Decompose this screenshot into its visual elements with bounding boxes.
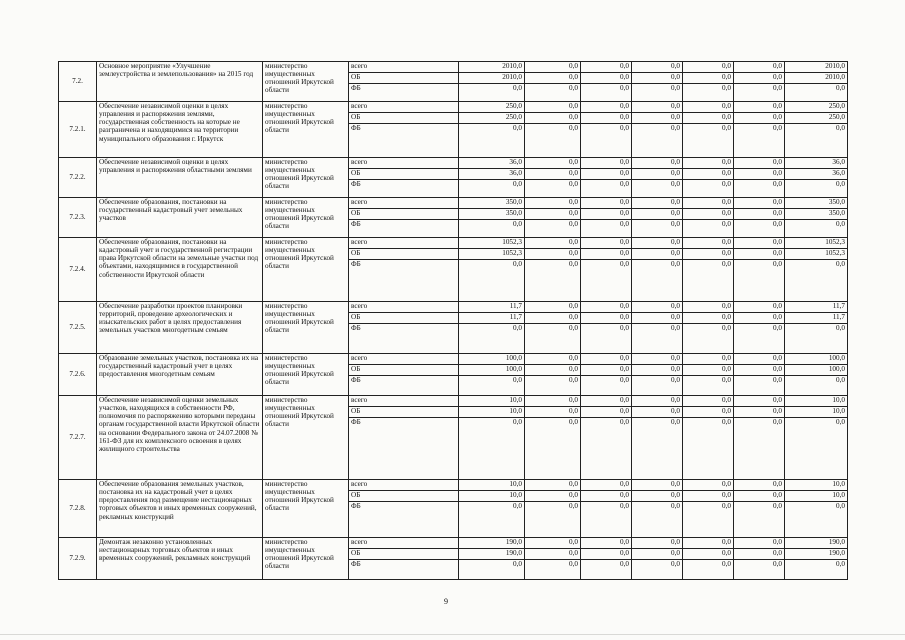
amount-cell: 0,0 [632, 560, 683, 580]
amount-cell: 0,0 [581, 418, 632, 480]
amount-cell: 0,0 [581, 313, 632, 324]
funding-source: всего [349, 396, 459, 407]
amount-cell: 0,0 [734, 158, 785, 169]
amount-cell: 0,0 [683, 302, 734, 313]
amount-cell: 0,0 [734, 376, 785, 396]
amount-cell: 0,0 [632, 84, 683, 102]
funding-source: ОБ [349, 249, 459, 260]
amount-cell: 0,0 [525, 209, 581, 220]
amount-cell: 0,0 [734, 238, 785, 249]
amount-cell: 0,0 [525, 407, 581, 418]
funding-source: ОБ [349, 365, 459, 376]
amount-cell: 36,0 [459, 158, 525, 169]
amount-cell: 0,0 [632, 124, 683, 158]
activity-number: 7.2.8. [59, 480, 97, 538]
table-row [59, 198, 848, 209]
amount-cell: 0,0 [683, 407, 734, 418]
amount-cell: 10,0 [459, 396, 525, 407]
amount-cell: 350,0 [459, 209, 525, 220]
amount-cell: 0,0 [632, 220, 683, 238]
amount-cell: 11,7 [785, 302, 848, 313]
amount-cell: 0,0 [785, 260, 848, 302]
amount-cell: 36,0 [785, 158, 848, 169]
amount-cell: 0,0 [785, 376, 848, 396]
amount-cell: 11,7 [459, 313, 525, 324]
amount-cell: 0,0 [683, 84, 734, 102]
amount-cell: 0,0 [632, 249, 683, 260]
amount-cell: 0,0 [632, 313, 683, 324]
activity-name: Обеспечение независимой оценки в целях управления и распоряжения областными землями [97, 158, 263, 198]
funding-source: ФБ [349, 502, 459, 538]
amount-cell: 0,0 [632, 549, 683, 560]
amount-cell: 0,0 [525, 113, 581, 124]
amount-cell: 0,0 [581, 209, 632, 220]
amount-cell: 0,0 [734, 180, 785, 198]
amount-cell: 0,0 [785, 324, 848, 354]
amount-cell: 0,0 [683, 220, 734, 238]
amount-cell: 0,0 [581, 260, 632, 302]
amount-cell: 0,0 [683, 238, 734, 249]
amount-cell: 0,0 [525, 313, 581, 324]
amount-cell: 190,0 [785, 538, 848, 549]
amount-cell: 0,0 [734, 418, 785, 480]
funding-source: ФБ [349, 560, 459, 580]
amount-cell: 10,0 [459, 480, 525, 491]
amount-cell: 0,0 [525, 538, 581, 549]
amount-cell: 1052,3 [785, 238, 848, 249]
amount-cell: 0,0 [785, 418, 848, 480]
amount-cell: 0,0 [581, 354, 632, 365]
funding-source: ФБ [349, 418, 459, 480]
amount-cell: 0,0 [581, 220, 632, 238]
amount-cell: 0,0 [734, 260, 785, 302]
amount-cell: 0,0 [683, 158, 734, 169]
amount-cell: 0,0 [734, 480, 785, 491]
funding-source: всего [349, 158, 459, 169]
amount-cell: 0,0 [734, 113, 785, 124]
funding-source: всего [349, 62, 459, 73]
amount-cell: 0,0 [581, 365, 632, 376]
funding-source: всего [349, 480, 459, 491]
funding-source: ФБ [349, 180, 459, 198]
amount-cell: 0,0 [525, 480, 581, 491]
amount-cell: 0,0 [581, 502, 632, 538]
amount-cell: 0,0 [683, 124, 734, 158]
activity-name: Демонтаж незаконно установленных нестационарных торговых объектов и иных временных сооружений, рекламных конструкций [97, 538, 263, 580]
amount-cell: 0,0 [459, 324, 525, 354]
amount-cell: 0,0 [734, 549, 785, 560]
amount-cell: 0,0 [581, 538, 632, 549]
amount-cell: 0,0 [734, 198, 785, 209]
amount-cell: 100,0 [459, 354, 525, 365]
amount-cell: 0,0 [525, 396, 581, 407]
activity-name: Обеспечение образования, постановки на кадастровый учет и государственной регистрации права Иркутской области на земельные участки под объектами, находящимися в государственной собственности Иркутской области [97, 238, 263, 302]
amount-cell: 0,0 [683, 376, 734, 396]
amount-cell: 0,0 [525, 418, 581, 480]
amount-cell: 0,0 [734, 407, 785, 418]
amount-cell: 0,0 [683, 365, 734, 376]
amount-cell: 0,0 [734, 209, 785, 220]
amount-cell: 0,0 [581, 169, 632, 180]
activity-number: 7.2.3. [59, 198, 97, 238]
amount-cell: 250,0 [459, 102, 525, 113]
activity-number: 7.2.9. [59, 538, 97, 580]
amount-cell: 2010,0 [459, 62, 525, 73]
amount-cell: 0,0 [525, 302, 581, 313]
amount-cell: 0,0 [683, 418, 734, 480]
amount-cell: 11,7 [785, 313, 848, 324]
amount-cell: 0,0 [683, 560, 734, 580]
amount-cell: 0,0 [459, 220, 525, 238]
table-row [59, 396, 848, 407]
funding-source: всего [349, 538, 459, 549]
amount-cell: 0,0 [632, 209, 683, 220]
amount-cell: 0,0 [632, 260, 683, 302]
funding-source: ФБ [349, 124, 459, 158]
amount-cell: 0,0 [525, 124, 581, 158]
amount-cell: 0,0 [581, 480, 632, 491]
funding-source: ОБ [349, 169, 459, 180]
amount-cell: 0,0 [734, 302, 785, 313]
funding-source: ФБ [349, 324, 459, 354]
amount-cell: 2010,0 [785, 73, 848, 84]
amount-cell: 10,0 [785, 480, 848, 491]
amount-cell: 0,0 [683, 249, 734, 260]
amount-cell: 0,0 [581, 238, 632, 249]
amount-cell: 0,0 [581, 113, 632, 124]
funding-source: ОБ [349, 113, 459, 124]
amount-cell: 2010,0 [459, 73, 525, 84]
amount-cell: 0,0 [683, 180, 734, 198]
page-number: 9 [444, 597, 448, 606]
amount-cell: 0,0 [581, 158, 632, 169]
amount-cell: 0,0 [581, 84, 632, 102]
amount-cell: 190,0 [785, 549, 848, 560]
funding-source: всего [349, 102, 459, 113]
funding-source: ФБ [349, 84, 459, 102]
amount-cell: 10,0 [785, 407, 848, 418]
amount-cell: 250,0 [785, 113, 848, 124]
amount-cell: 0,0 [734, 249, 785, 260]
amount-cell: 0,0 [632, 480, 683, 491]
funding-source: ОБ [349, 209, 459, 220]
amount-cell: 0,0 [683, 62, 734, 73]
amount-cell: 0,0 [734, 169, 785, 180]
amount-cell: 0,0 [785, 220, 848, 238]
amount-cell: 0,0 [683, 396, 734, 407]
activity-name: Обеспечение образования, постановки на государственный кадастровый учет земельных участков [97, 198, 263, 238]
amount-cell: 0,0 [734, 73, 785, 84]
amount-cell: 0,0 [632, 169, 683, 180]
amount-cell: 0,0 [683, 169, 734, 180]
funding-source: ФБ [349, 376, 459, 396]
amount-cell: 0,0 [581, 324, 632, 354]
amount-cell: 0,0 [734, 538, 785, 549]
amount-cell: 0,0 [632, 180, 683, 198]
amount-cell: 0,0 [683, 491, 734, 502]
table-row [59, 62, 848, 73]
amount-cell: 10,0 [459, 407, 525, 418]
amount-cell: 350,0 [459, 198, 525, 209]
activity-number: 7.2.7. [59, 396, 97, 480]
amount-cell: 36,0 [785, 169, 848, 180]
amount-cell: 350,0 [785, 198, 848, 209]
amount-cell: 0,0 [683, 260, 734, 302]
amount-cell: 100,0 [785, 354, 848, 365]
amount-cell: 0,0 [734, 324, 785, 354]
amount-cell: 0,0 [459, 502, 525, 538]
activity-name: Основное мероприятие «Улучшение землеустройства и землепользования» на 2015 год [97, 62, 263, 102]
amount-cell: 0,0 [632, 102, 683, 113]
amount-cell: 0,0 [683, 313, 734, 324]
amount-cell: 11,7 [459, 302, 525, 313]
activity-number: 7.2.4. [59, 238, 97, 302]
executor: министерство имущественных отношений Иркутской области [263, 158, 349, 198]
amount-cell: 2010,0 [785, 62, 848, 73]
amount-cell: 0,0 [459, 180, 525, 198]
amount-cell: 0,0 [525, 169, 581, 180]
amount-cell: 250,0 [459, 113, 525, 124]
amount-cell: 0,0 [734, 84, 785, 102]
amount-cell: 0,0 [734, 62, 785, 73]
amount-cell: 0,0 [525, 84, 581, 102]
activity-name: Обеспечение образования земельных участков, постановка их на кадастровый учет в целях предоставления под размещение нестационарных торговых объектов и иных временных сооружений, рекламных конструкций [97, 480, 263, 538]
table-row [59, 158, 848, 169]
amount-cell: 0,0 [525, 180, 581, 198]
amount-cell: 0,0 [581, 407, 632, 418]
amount-cell: 0,0 [734, 396, 785, 407]
amount-cell: 350,0 [785, 209, 848, 220]
activity-name: Образование земельных участков, постановка их на государственный кадастровый учет в целях предоставления многодетным семьям [97, 354, 263, 396]
amount-cell: 10,0 [459, 491, 525, 502]
amount-cell: 0,0 [525, 102, 581, 113]
amount-cell: 0,0 [785, 84, 848, 102]
amount-cell: 0,0 [525, 249, 581, 260]
amount-cell: 0,0 [581, 73, 632, 84]
amount-cell: 0,0 [734, 220, 785, 238]
amount-cell: 0,0 [525, 560, 581, 580]
table-row [59, 238, 848, 249]
amount-cell: 0,0 [632, 538, 683, 549]
amount-cell: 0,0 [683, 480, 734, 491]
amount-cell: 0,0 [683, 113, 734, 124]
funding-source: всего [349, 238, 459, 249]
executor: министерство имущественных отношений Иркутской области [263, 480, 349, 538]
amount-cell: 0,0 [581, 102, 632, 113]
amount-cell: 1052,3 [459, 238, 525, 249]
amount-cell: 0,0 [632, 365, 683, 376]
amount-cell: 0,0 [459, 376, 525, 396]
executor: министерство имущественных отношений Иркутской области [263, 396, 349, 480]
amount-cell: 0,0 [525, 220, 581, 238]
amount-cell: 0,0 [734, 560, 785, 580]
amount-cell: 0,0 [581, 376, 632, 396]
amount-cell: 0,0 [525, 354, 581, 365]
amount-cell: 1052,3 [785, 249, 848, 260]
activity-name: Обеспечение независимой оценки земельных участков, находящихся в собственности РФ, полномочия по распоряжению которыми переданы органам государственной власти Иркутской области на основании Федерального закона от 24.07.2008 № 161-ФЗ для их комплексного освоения в целях жилищного строительства [97, 396, 263, 480]
activity-number: 7.2. [59, 62, 97, 102]
amount-cell: 0,0 [632, 113, 683, 124]
amount-cell: 0,0 [581, 62, 632, 73]
amount-cell: 0,0 [459, 84, 525, 102]
amount-cell: 0,0 [683, 102, 734, 113]
amount-cell: 0,0 [734, 313, 785, 324]
amount-cell: 190,0 [459, 549, 525, 560]
table-row [59, 354, 848, 365]
amount-cell: 0,0 [683, 549, 734, 560]
amount-cell: 0,0 [525, 324, 581, 354]
amount-cell: 0,0 [581, 180, 632, 198]
funding-source: всего [349, 302, 459, 313]
amount-cell: 0,0 [525, 198, 581, 209]
funding-source: ОБ [349, 73, 459, 84]
amount-cell: 0,0 [632, 73, 683, 84]
amount-cell: 0,0 [581, 198, 632, 209]
amount-cell: 0,0 [734, 102, 785, 113]
table-row [59, 102, 848, 113]
amount-cell: 1052,3 [459, 249, 525, 260]
amount-cell: 0,0 [581, 491, 632, 502]
amount-cell: 0,0 [459, 560, 525, 580]
amount-cell: 0,0 [734, 124, 785, 158]
scan-edge-divider [0, 634, 905, 635]
amount-cell: 0,0 [459, 124, 525, 158]
amount-cell: 0,0 [525, 365, 581, 376]
amount-cell: 0,0 [683, 73, 734, 84]
amount-cell: 0,0 [683, 502, 734, 538]
amount-cell: 0,0 [632, 407, 683, 418]
amount-cell: 0,0 [581, 549, 632, 560]
amount-cell: 0,0 [632, 418, 683, 480]
table-row [59, 302, 848, 313]
amount-cell: 250,0 [785, 102, 848, 113]
amount-cell: 0,0 [632, 62, 683, 73]
executor: министерство имущественных отношений Иркутской области [263, 102, 349, 158]
amount-cell: 10,0 [785, 491, 848, 502]
activity-name: Обеспечение разработки проектов планировки территорий, проведение археологических и изыскательских работ в целях предоставления земельных участков многодетным семьям [97, 302, 263, 354]
amount-cell: 0,0 [525, 549, 581, 560]
amount-cell: 0,0 [785, 180, 848, 198]
amount-cell: 0,0 [581, 560, 632, 580]
amount-cell: 0,0 [785, 560, 848, 580]
activity-number: 7.2.5. [59, 302, 97, 354]
amount-cell: 0,0 [683, 198, 734, 209]
amount-cell: 10,0 [785, 396, 848, 407]
activity-name: Обеспечение независимой оценки в целях управления и распоряжения землями, государственная собственность на которые не разграничена и находящимися на территории муниципального образования г. Иркутск [97, 102, 263, 158]
amount-cell: 0,0 [785, 502, 848, 538]
executor: министерство имущественных отношений Иркутской области [263, 238, 349, 302]
amount-cell: 0,0 [632, 354, 683, 365]
funding-source: ОБ [349, 313, 459, 324]
amount-cell: 0,0 [525, 238, 581, 249]
funding-source: всего [349, 354, 459, 365]
amount-cell: 190,0 [459, 538, 525, 549]
funding-source: ФБ [349, 220, 459, 238]
amount-cell: 0,0 [632, 324, 683, 354]
amount-cell: 0,0 [581, 396, 632, 407]
amount-cell: 0,0 [632, 198, 683, 209]
amount-cell: 0,0 [683, 324, 734, 354]
activity-number: 7.2.1. [59, 102, 97, 158]
amount-cell: 0,0 [734, 354, 785, 365]
budget-table [58, 61, 848, 580]
amount-cell: 0,0 [581, 124, 632, 158]
executor: министерство имущественных отношений Иркутской области [263, 538, 349, 580]
amount-cell: 0,0 [581, 302, 632, 313]
amount-cell: 0,0 [683, 538, 734, 549]
amount-cell: 0,0 [632, 302, 683, 313]
amount-cell: 0,0 [632, 396, 683, 407]
executor: министерство имущественных отношений Иркутской области [263, 302, 349, 354]
amount-cell: 0,0 [683, 354, 734, 365]
amount-cell: 0,0 [734, 365, 785, 376]
amount-cell: 0,0 [459, 260, 525, 302]
amount-cell: 100,0 [459, 365, 525, 376]
amount-cell: 0,0 [525, 62, 581, 73]
funding-source: ФБ [349, 260, 459, 302]
amount-cell: 100,0 [785, 365, 848, 376]
amount-cell: 0,0 [525, 491, 581, 502]
amount-cell: 0,0 [581, 249, 632, 260]
amount-cell: 0,0 [632, 238, 683, 249]
funding-source: ОБ [349, 491, 459, 502]
activity-number: 7.2.2. [59, 158, 97, 198]
amount-cell: 0,0 [525, 73, 581, 84]
amount-cell: 0,0 [632, 491, 683, 502]
table-row [59, 480, 848, 491]
executor: министерство имущественных отношений Иркутской области [263, 198, 349, 238]
activity-number: 7.2.6. [59, 354, 97, 396]
amount-cell: 0,0 [525, 376, 581, 396]
amount-cell: 0,0 [632, 502, 683, 538]
table-row [59, 538, 848, 549]
amount-cell: 0,0 [525, 260, 581, 302]
amount-cell: 36,0 [459, 169, 525, 180]
amount-cell: 0,0 [683, 209, 734, 220]
amount-cell: 0,0 [525, 158, 581, 169]
amount-cell: 0,0 [459, 418, 525, 480]
amount-cell: 0,0 [632, 376, 683, 396]
amount-cell: 0,0 [632, 158, 683, 169]
funding-source: всего [349, 198, 459, 209]
amount-cell: 0,0 [525, 502, 581, 538]
amount-cell: 0,0 [734, 491, 785, 502]
funding-source: ОБ [349, 549, 459, 560]
amount-cell: 0,0 [785, 124, 848, 158]
amount-cell: 0,0 [734, 502, 785, 538]
executor: министерство имущественных отношений Иркутской области [263, 62, 349, 102]
funding-source: ОБ [349, 407, 459, 418]
executor: министерство имущественных отношений Иркутской области [263, 354, 349, 396]
